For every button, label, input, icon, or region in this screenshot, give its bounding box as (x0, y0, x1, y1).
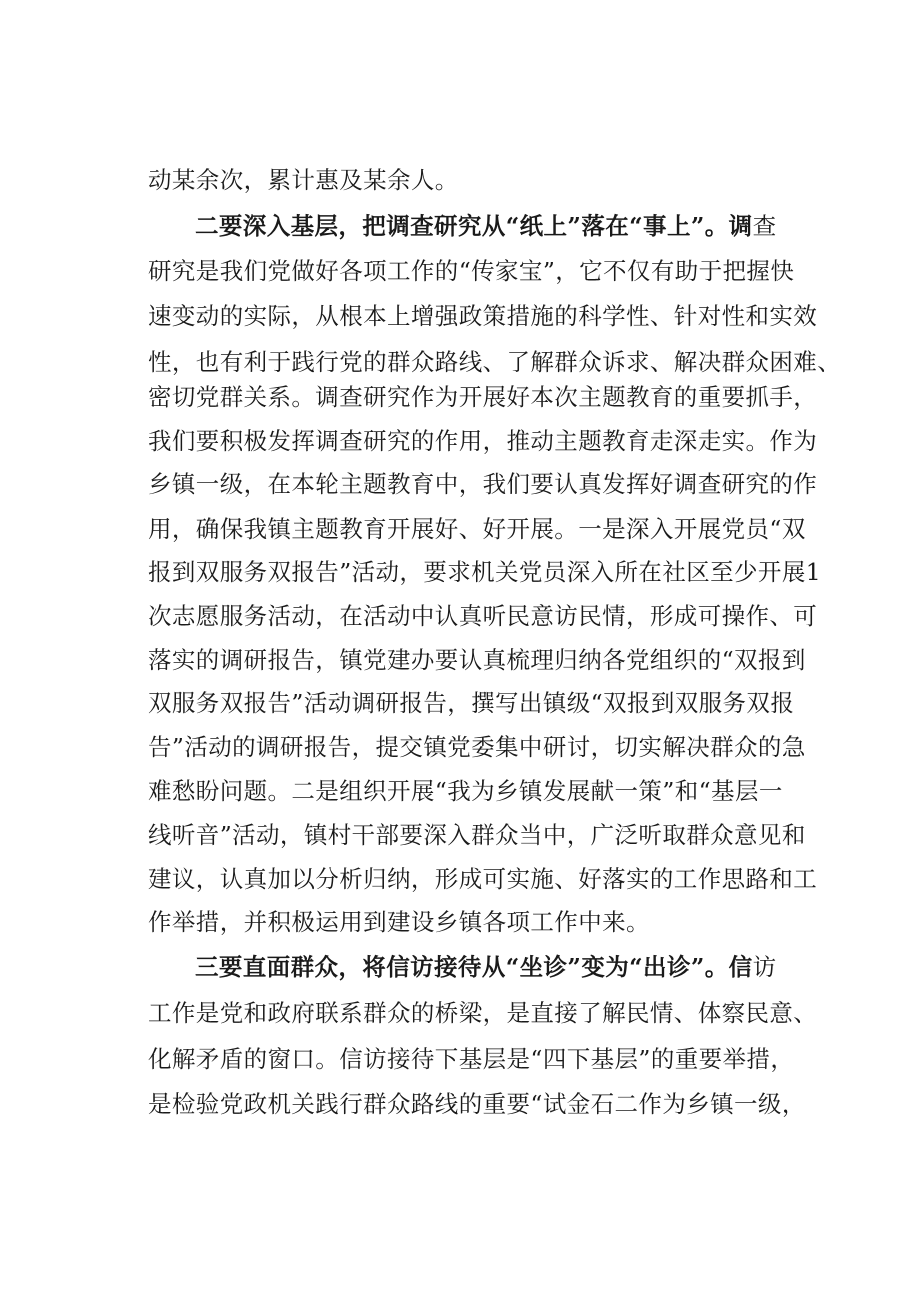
text-line (148, 769, 808, 813)
line-text: 速变动的实际，从根本上增强政策措施的科学性、针对性和实效 (148, 302, 818, 330)
line-text: 难愁盼问题。二是组织开展“我为乡镇发展献一策”和“基层一 (148, 777, 783, 805)
text-line (148, 375, 818, 419)
line-text: 乡镇一级，在本轮主题教育中，我们要认真发挥好调查研究的作 (148, 470, 818, 498)
line-text: 访 (752, 953, 777, 981)
line-text: 线听音”活动，镇村干部要深入群众当中，广泛听取群众意见和 (148, 821, 806, 849)
text-line (148, 1082, 808, 1126)
text-line (148, 294, 818, 338)
line-text: 作举措，并积极运用到建设乡镇各项工作中来。 (148, 908, 650, 936)
line-text: 化解矛盾的窗口。信访接待下基层是“四下基层”的重要举措， (148, 1045, 795, 1073)
line-text: 我们要积极发挥调查研究的作用，推动主题教育走深走实。作为 (148, 427, 818, 455)
paragraph-heading: 三要直面群众，将信访接待从“坐诊”变为“出诊”。信 (195, 953, 753, 981)
text-line (148, 725, 808, 769)
text-line (148, 1037, 808, 1081)
line-text: 密切党群关系。调查研究作为开展好本次主题教育的重要抓手， (148, 383, 818, 411)
paragraph-heading-line (195, 204, 855, 248)
line-text: 是检验党政机关践行群众路线的重要“试金石二作为乡镇一级， (148, 1090, 806, 1118)
line-text: 次志愿服务活动，在活动中认真听民意访民情，形成可操作、可 (148, 602, 818, 630)
text-line (148, 249, 808, 293)
text-line (148, 550, 822, 594)
line-text: 查 (752, 212, 777, 240)
text-line (148, 813, 808, 857)
text-line (148, 462, 818, 506)
line-text: 性，也有利于践行党的群众路线、了解群众诉求、解决群众困难、 (148, 348, 842, 376)
line-text: 用，确保我镇主题教育开展好、好开展。一是深入开展党员“双 (148, 515, 806, 543)
text-line (148, 507, 808, 551)
line-text: 建议，认真加以分析归纳，形成可实施、好落实的工作思路和工 (148, 865, 818, 893)
text-line (148, 681, 808, 725)
line-text: 报到双服务双报告”活动，要求机关党员深入所在社区至少开展1 (148, 558, 822, 586)
text-line (148, 594, 818, 638)
line-text: 工作是党和政府联系群众的桥梁，是直接了解民情、体察民意、 (148, 999, 818, 1027)
paragraph-heading: 二要深入基层，把调查研究从“纸上”落在“事上”。调 (195, 212, 753, 240)
text-line (148, 900, 808, 944)
line-text: 告”活动的调研报告，提交镇党委集中研讨，切实解决群众的急 (148, 733, 806, 761)
line-text: 研究是我们党做好各项工作的“传家宝”，它不仅有助于把握快 (148, 257, 795, 285)
text-line (148, 991, 818, 1035)
line-text: 落实的调研报告，镇党建办要认真梳理归纳各党组织的“双报到 (148, 646, 806, 674)
line-text: 双服务双报告”活动调研报告，撰写出镇级“双报到双服务双报 (148, 689, 795, 717)
text-line (148, 638, 808, 682)
text-line (148, 419, 818, 463)
text-line (148, 158, 808, 202)
paragraph-heading-line (195, 945, 855, 989)
text-line (148, 857, 818, 901)
line-text: 动某余次，累计惠及某余人。 (148, 166, 459, 194)
